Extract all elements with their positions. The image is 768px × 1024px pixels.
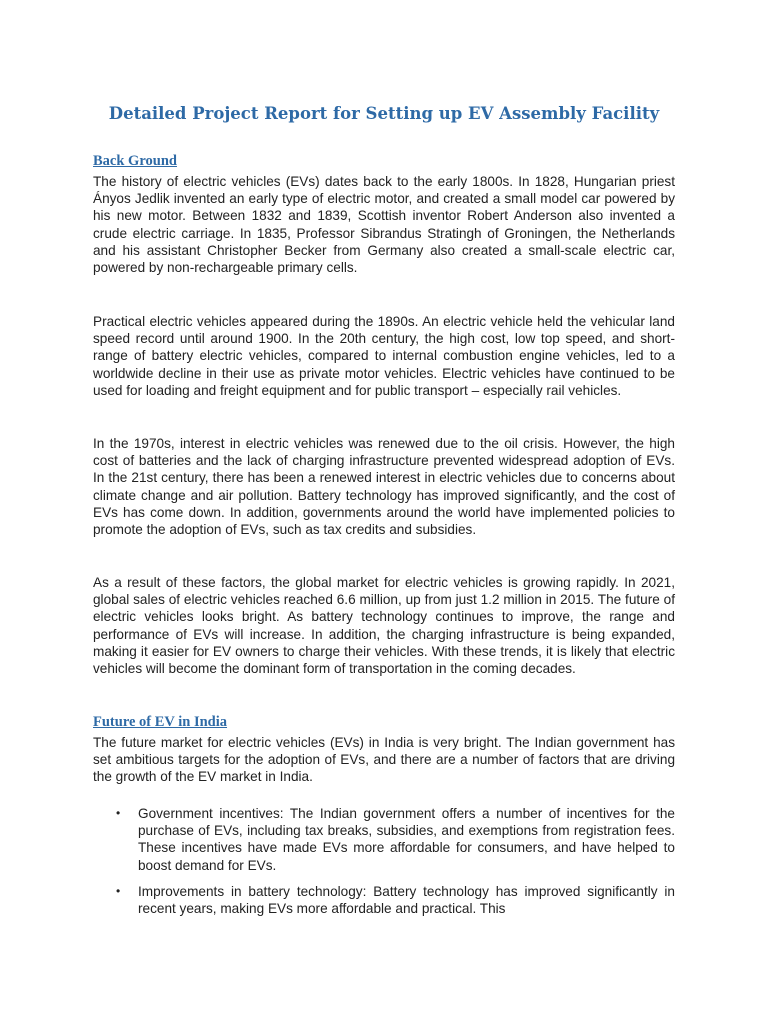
paragraph-practical-evs: Practical electric vehicles appeared during the 1890s. An electric vehicle held the vehicular land speed record until around 1900. In the 20th century, the high cost, low top speed, and short-range of battery electric vehicles, compared to internal combustion engine vehicles, led to a worldwide decline in their use as private motor vehicles. Electric vehicles have continued to be used for loading and freight equipment and for public transport – especially rail vehicles.: [93, 314, 675, 398]
paragraph-future-india: The future market for electric vehicles (EVs) in India is very bright. The Indian government has set ambitious targets for the adoption of EVs, and there are a number of factors that are driving the growth of the EV market in India.: [93, 735, 675, 785]
paragraph-1970s: In the 1970s, interest in electric vehicles was renewed due to the oil crisis. However, the high cost of batteries and the lack of charging infrastructure prevented widespread adoption of EVs. In the 21st century, there has been a renewed interest in electric vehicles due to concerns about climate change and air pollution. Battery technology has improved significantly, and the cost of EVs has come down. In addition, governments around the world have implemented policies to promote the adoption of EVs, such as tax credits and subsidies.: [93, 436, 675, 538]
document-title: Detailed Project Report for Setting up EV Assembly Facility: [108, 104, 660, 123]
section-heading-future-india: Future of EV in India: [93, 714, 228, 730]
list-item: [93, 805, 675, 874]
paragraph-history: The history of electric vehicles (EVs) dates back to the early 1800s. In 1828, Hungarian priest Ányos Jedlik invented an early type of electric motor, and created a small model car powered by his new motor. Between 1832 and 1839, Scottish inventor Robert Anderson also invented a crude electric carriage. In 1835, Professor Sibrandus Stratingh of Groningen, the Netherlands and his assistant Christopher Becker from Germany also created a small-scale electric car, powered by non-rechargeable primary cells.: [93, 174, 675, 276]
section-heading-background: Back Ground: [93, 153, 177, 169]
list-item-text: Government incentives: The Indian government offers a number of incentives for the purchase of EVs, including tax breaks, subsidies, and exemptions from registration fees. These incentives have made EVs more affordable for consumers, and have helped to boost demand for EVs.: [138, 806, 675, 873]
bullet-dot-icon: •: [116, 883, 121, 898]
paragraph-global-market: As a result of these factors, the global market for electric vehicles is growing rapidly. In 2021, global sales of electric vehicles reached 6.6 million, up from just 1.2 million in 2015. The future of electric vehicles looks bright. As battery technology continues to improve, the range and performance of EVs will increase. In addition, the charging infrastructure is being expanded, making it easier for EV owners to charge their vehicles. With these trends, it is likely that electric vehicles will become the dominant form of transportation in the coming decades.: [93, 575, 675, 677]
list-item-text: Improvements in battery technology: Battery technology has improved significantly in recent years, making EVs more affordable and practical. This: [138, 883, 675, 917]
bullet-list: [93, 805, 675, 926]
list-item: [93, 883, 675, 917]
bullet-dot-icon: •: [116, 806, 121, 820]
document-page: [93, 0, 675, 1024]
